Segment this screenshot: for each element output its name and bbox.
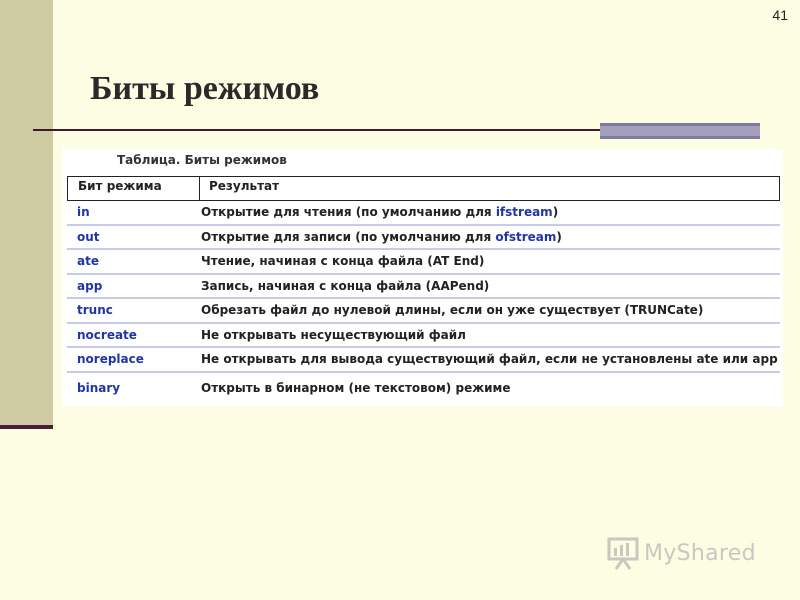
- result-cell: Чтение, начиная с конца файла (AT End): [199, 250, 780, 275]
- result-cell: Не открывать для вывода существующий файл, если не установлены ate или app: [199, 348, 780, 373]
- title-underline-accent: [600, 123, 760, 139]
- table-caption: Таблица. Биты режимов: [117, 153, 287, 167]
- mode-bit-cell: app: [67, 275, 199, 300]
- mode-bits-table: [67, 176, 780, 403]
- mode-bit-cell: binary: [77, 380, 121, 395]
- result-cell: Запись, начиная с конца файла (AAPend): [199, 275, 780, 300]
- result-cell: [199, 226, 780, 251]
- mode-bit-cell: in: [67, 201, 199, 226]
- result-keyword: ifstream: [495, 205, 553, 220]
- result-keyword: ofstream: [495, 229, 557, 244]
- table-row: [67, 348, 780, 373]
- column-header-bit: Бит режима: [67, 176, 199, 201]
- result-text-end: ): [552, 205, 559, 220]
- result-text: Открытие для записи (по умолчанию для: [201, 229, 496, 244]
- table-row: [67, 201, 780, 226]
- presentation-board-icon: [607, 536, 639, 570]
- table-row: [67, 373, 780, 403]
- result-text: Открытие для чтения (по умолчанию для: [201, 205, 496, 220]
- mode-bit-cell: noreplace: [67, 348, 199, 373]
- table-row: [67, 324, 780, 349]
- watermark-text: MyShared: [644, 540, 756, 566]
- slide-title: Биты режимов: [90, 70, 320, 107]
- title-underline: [33, 129, 600, 131]
- table-row: [67, 226, 780, 251]
- watermark: [607, 536, 756, 570]
- left-decor-line: [0, 425, 53, 429]
- result-cell: [199, 201, 780, 226]
- table-row: [67, 299, 780, 324]
- result-text-end: ): [556, 229, 562, 244]
- table-row: [67, 275, 780, 300]
- result-cell: Обрезать файл до нулевой длины, если он уже существует (TRUNCate): [199, 299, 780, 324]
- table-panel: [62, 149, 783, 407]
- slide-number: 41: [772, 7, 788, 23]
- column-header-result: Результат: [199, 176, 780, 201]
- table-header-row: [67, 176, 780, 201]
- table-row: [67, 250, 780, 275]
- left-decor-bar: [0, 0, 53, 425]
- mode-bit-cell: nocreate: [67, 324, 199, 349]
- mode-bit-cell: trunc: [67, 299, 199, 324]
- result-cell: Не открывать несуществующий файл: [199, 324, 780, 349]
- mode-bit-cell: ate: [67, 250, 199, 275]
- mode-bit-cell: out: [67, 226, 199, 251]
- result-cell: Открыть в бинарном (не текстовом) режиме: [201, 380, 511, 395]
